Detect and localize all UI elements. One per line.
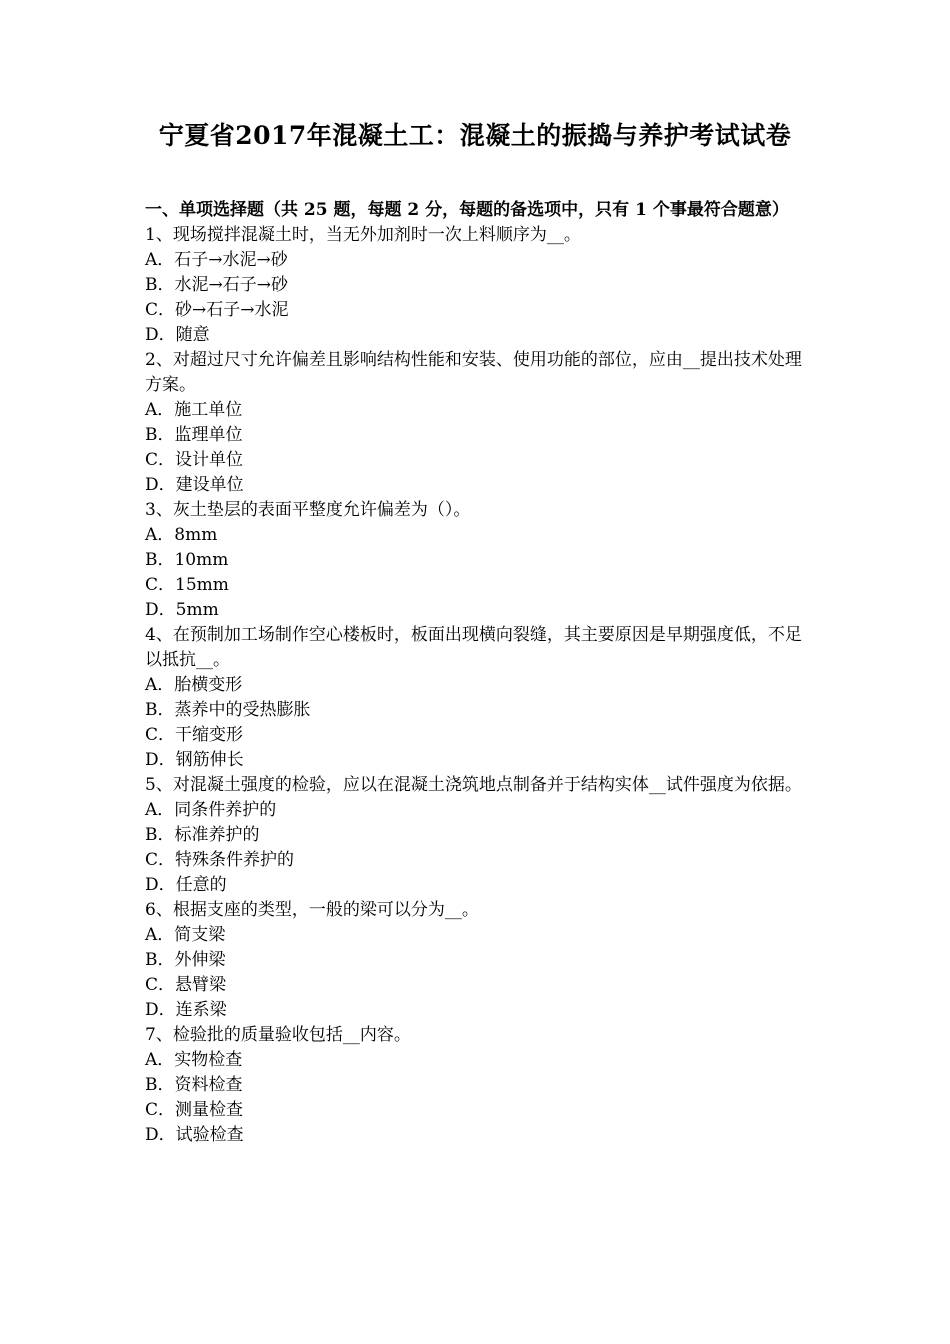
question-stem: 1、现场搅拌混凝土时，当无外加剂时一次上料顺序为__。 [145,225,581,245]
option-c: C．设计单位 [145,450,244,470]
option-d: D．连系梁 [145,1000,227,1020]
option-c: C．悬臂梁 [145,975,227,995]
question-3 [145,498,809,623]
question-stem: 4、在预制加工场制作空心楼板时，板面出现横向裂缝，其主要原因是早期强度低，不足以抵抗__。 [145,625,802,670]
option-b: B．蒸养中的受热膨胀 [145,700,311,720]
option-a: A．8mm [145,525,218,545]
question-2 [145,348,809,498]
option-b: B．10mm [145,550,229,570]
option-b: B．标准养护的 [145,825,260,845]
question-6 [145,898,809,1023]
option-a: A．实物检查 [145,1050,243,1070]
document-body [145,198,809,1148]
option-d: D．试验检查 [145,1125,244,1145]
section-heading: 一、单项选择题（共 25 题，每题 2 分，每题的备选项中，只有 1 个事最符合题意） [145,200,789,220]
option-d: D．钢筋伸长 [145,750,244,770]
option-c: C．测量检查 [145,1100,244,1120]
question-stem: 5、对混凝土强度的检验，应以在混凝土浇筑地点制备并于结构实体__试件强度为依据。 [145,775,802,795]
option-d: D．随意 [145,325,210,345]
question-5 [145,773,809,898]
option-c: C．砂→石子→水泥 [145,300,289,320]
question-stem: 3、灰土垫层的表面平整度允许偏差为（）。 [145,500,471,520]
question-stem: 7、检验批的质量验收包括__内容。 [145,1025,411,1045]
option-a: A．简支梁 [145,925,226,945]
question-stem: 2、对超过尺寸允许偏差且影响结构性能和安装、使用功能的部位，应由__提出技术处理方案。 [145,350,802,395]
option-c: C．15mm [145,575,229,595]
option-c: C．干缩变形 [145,725,244,745]
option-d: D．建设单位 [145,475,244,495]
option-d: D．任意的 [145,875,227,895]
option-a: A．石子→水泥→砂 [145,250,288,270]
option-a: A．施工单位 [145,400,243,420]
question-7 [145,1023,809,1148]
option-c: C．特殊条件养护的 [145,850,295,870]
option-a: A．同条件养护的 [145,800,277,820]
option-b: B．外伸梁 [145,950,226,970]
question-1 [145,223,809,348]
document-title: 宁夏省2017年混凝土工：混凝土的振捣与养护考试试卷 [158,121,792,150]
question-4 [145,623,809,773]
question-stem: 6、根据支座的类型，一般的梁可以分为__。 [145,900,479,920]
option-d: D．5mm [145,600,219,620]
option-b: B．资料检查 [145,1075,243,1095]
option-a: A．胎横变形 [145,675,243,695]
option-b: B．监理单位 [145,425,243,445]
option-b: B．水泥→石子→砂 [145,275,288,295]
